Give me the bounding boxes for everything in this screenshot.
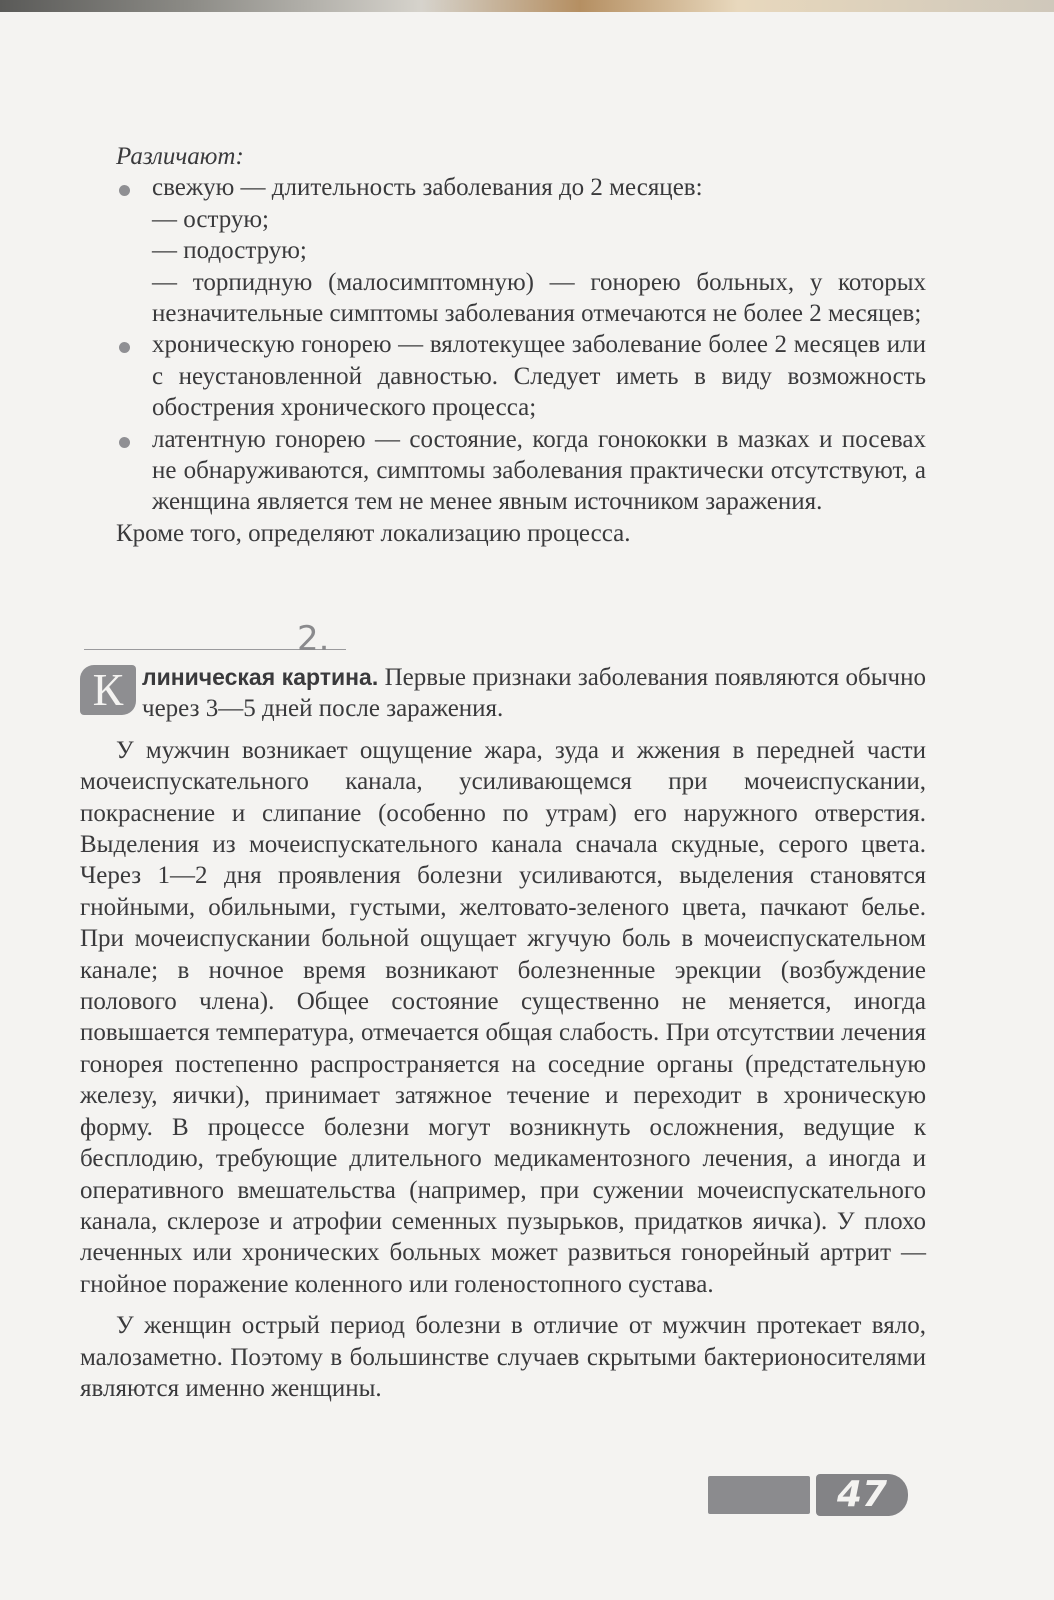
list-after-text: Кроме того, определяют локализацию процесса.: [116, 519, 631, 547]
classification-block: [80, 141, 926, 549]
list-item: [152, 424, 926, 518]
list-item-text: свежую — длительность заболевания до 2 месяцев:: [152, 174, 703, 202]
classification-list: [80, 172, 926, 517]
page-number-bar: [708, 1476, 810, 1514]
body-paragraph: У мужчин возникает ощущение жара, зуда и жжения в передней части мочеиспускательного канала, усиливающемся при мочеиспускании, покраснение и слипание (особенно по утрам) его наружного отверстия. Выделения из мочеиспускательного канала сначала скудные, серого цвета. Через 1—2 дня проявления болезни усиливаются, выделения становятся гнойными, обильными, густыми, желтовато-зеленого цвета, пачкают белье. При мочеиспускании больной ощущает жгучую боль в мочеиспускательном канале; в ночное время возникают болезненные эрекции (возбуждение полового члена). Общее состояние существенно не меняется, иногда повышается температура, отмечается общая слабость. При отсутствии лечения гонорея постепенно распространяется на соседние органы (предстательную железу, яички), принимает затяжное течение и переходит в хроническую форму. В процессе болезни могут возникнуть осложнения, ведущие к бесплодию, требующие длительного медикаментозного лечения, а иногда и оперативного вмешательства (например, при сужении мочеиспускательного канала, склерозе и атрофии семенных пузырьков, придатков яичка). У плохо леченных или хронических больных может развиться гонорейный артрит — гнойное поражение коленного или голеностопного сустава.: [80, 736, 926, 1298]
lead-text: Первые признаки заболевания появляются обычно через 3—5 дней после заражения.: [142, 664, 926, 723]
page-number: 47: [816, 1474, 908, 1516]
list-intro: Различают:: [116, 143, 244, 170]
list-item: [152, 172, 926, 329]
sub-item: — острую;: [152, 205, 269, 233]
section-heading: линическая картина.: [142, 664, 379, 690]
section-marker: [84, 619, 346, 659]
page-number-badge: [708, 1472, 908, 1516]
drop-cap: К: [80, 665, 136, 715]
list-item-text: хроническую гонорею — вялотекущее заболевание более 2 месяцев или с неустановленной давностью. Следует иметь в виду возможность обострения хронического процесса;: [152, 331, 926, 422]
list-item: [152, 329, 926, 423]
clinical-section: [80, 662, 926, 1404]
section-marker-number: 2.: [297, 619, 330, 659]
clinical-lead-paragraph: [80, 662, 926, 725]
list-item-text: латентную гонорею — состояние, когда гонококки в мазках и посевах не обнаруживаются, симптомы заболевания практически отсутствуют, а женщина является тем не менее явным источником заражения.: [152, 425, 926, 516]
sub-item: — подострую;: [152, 237, 307, 265]
body-paragraph: У женщин острый период болезни в отличие от мужчин протекает вяло, малозаметно. Поэтому в большинстве случаев скрытыми бактерионосителями являются именно женщины.: [80, 1312, 926, 1402]
sub-item: — торпидную (малосимптомную) — гонорею больных, у которых незначительные симптомы заболевания отмечаются не более 2 месяцев;: [152, 268, 926, 328]
